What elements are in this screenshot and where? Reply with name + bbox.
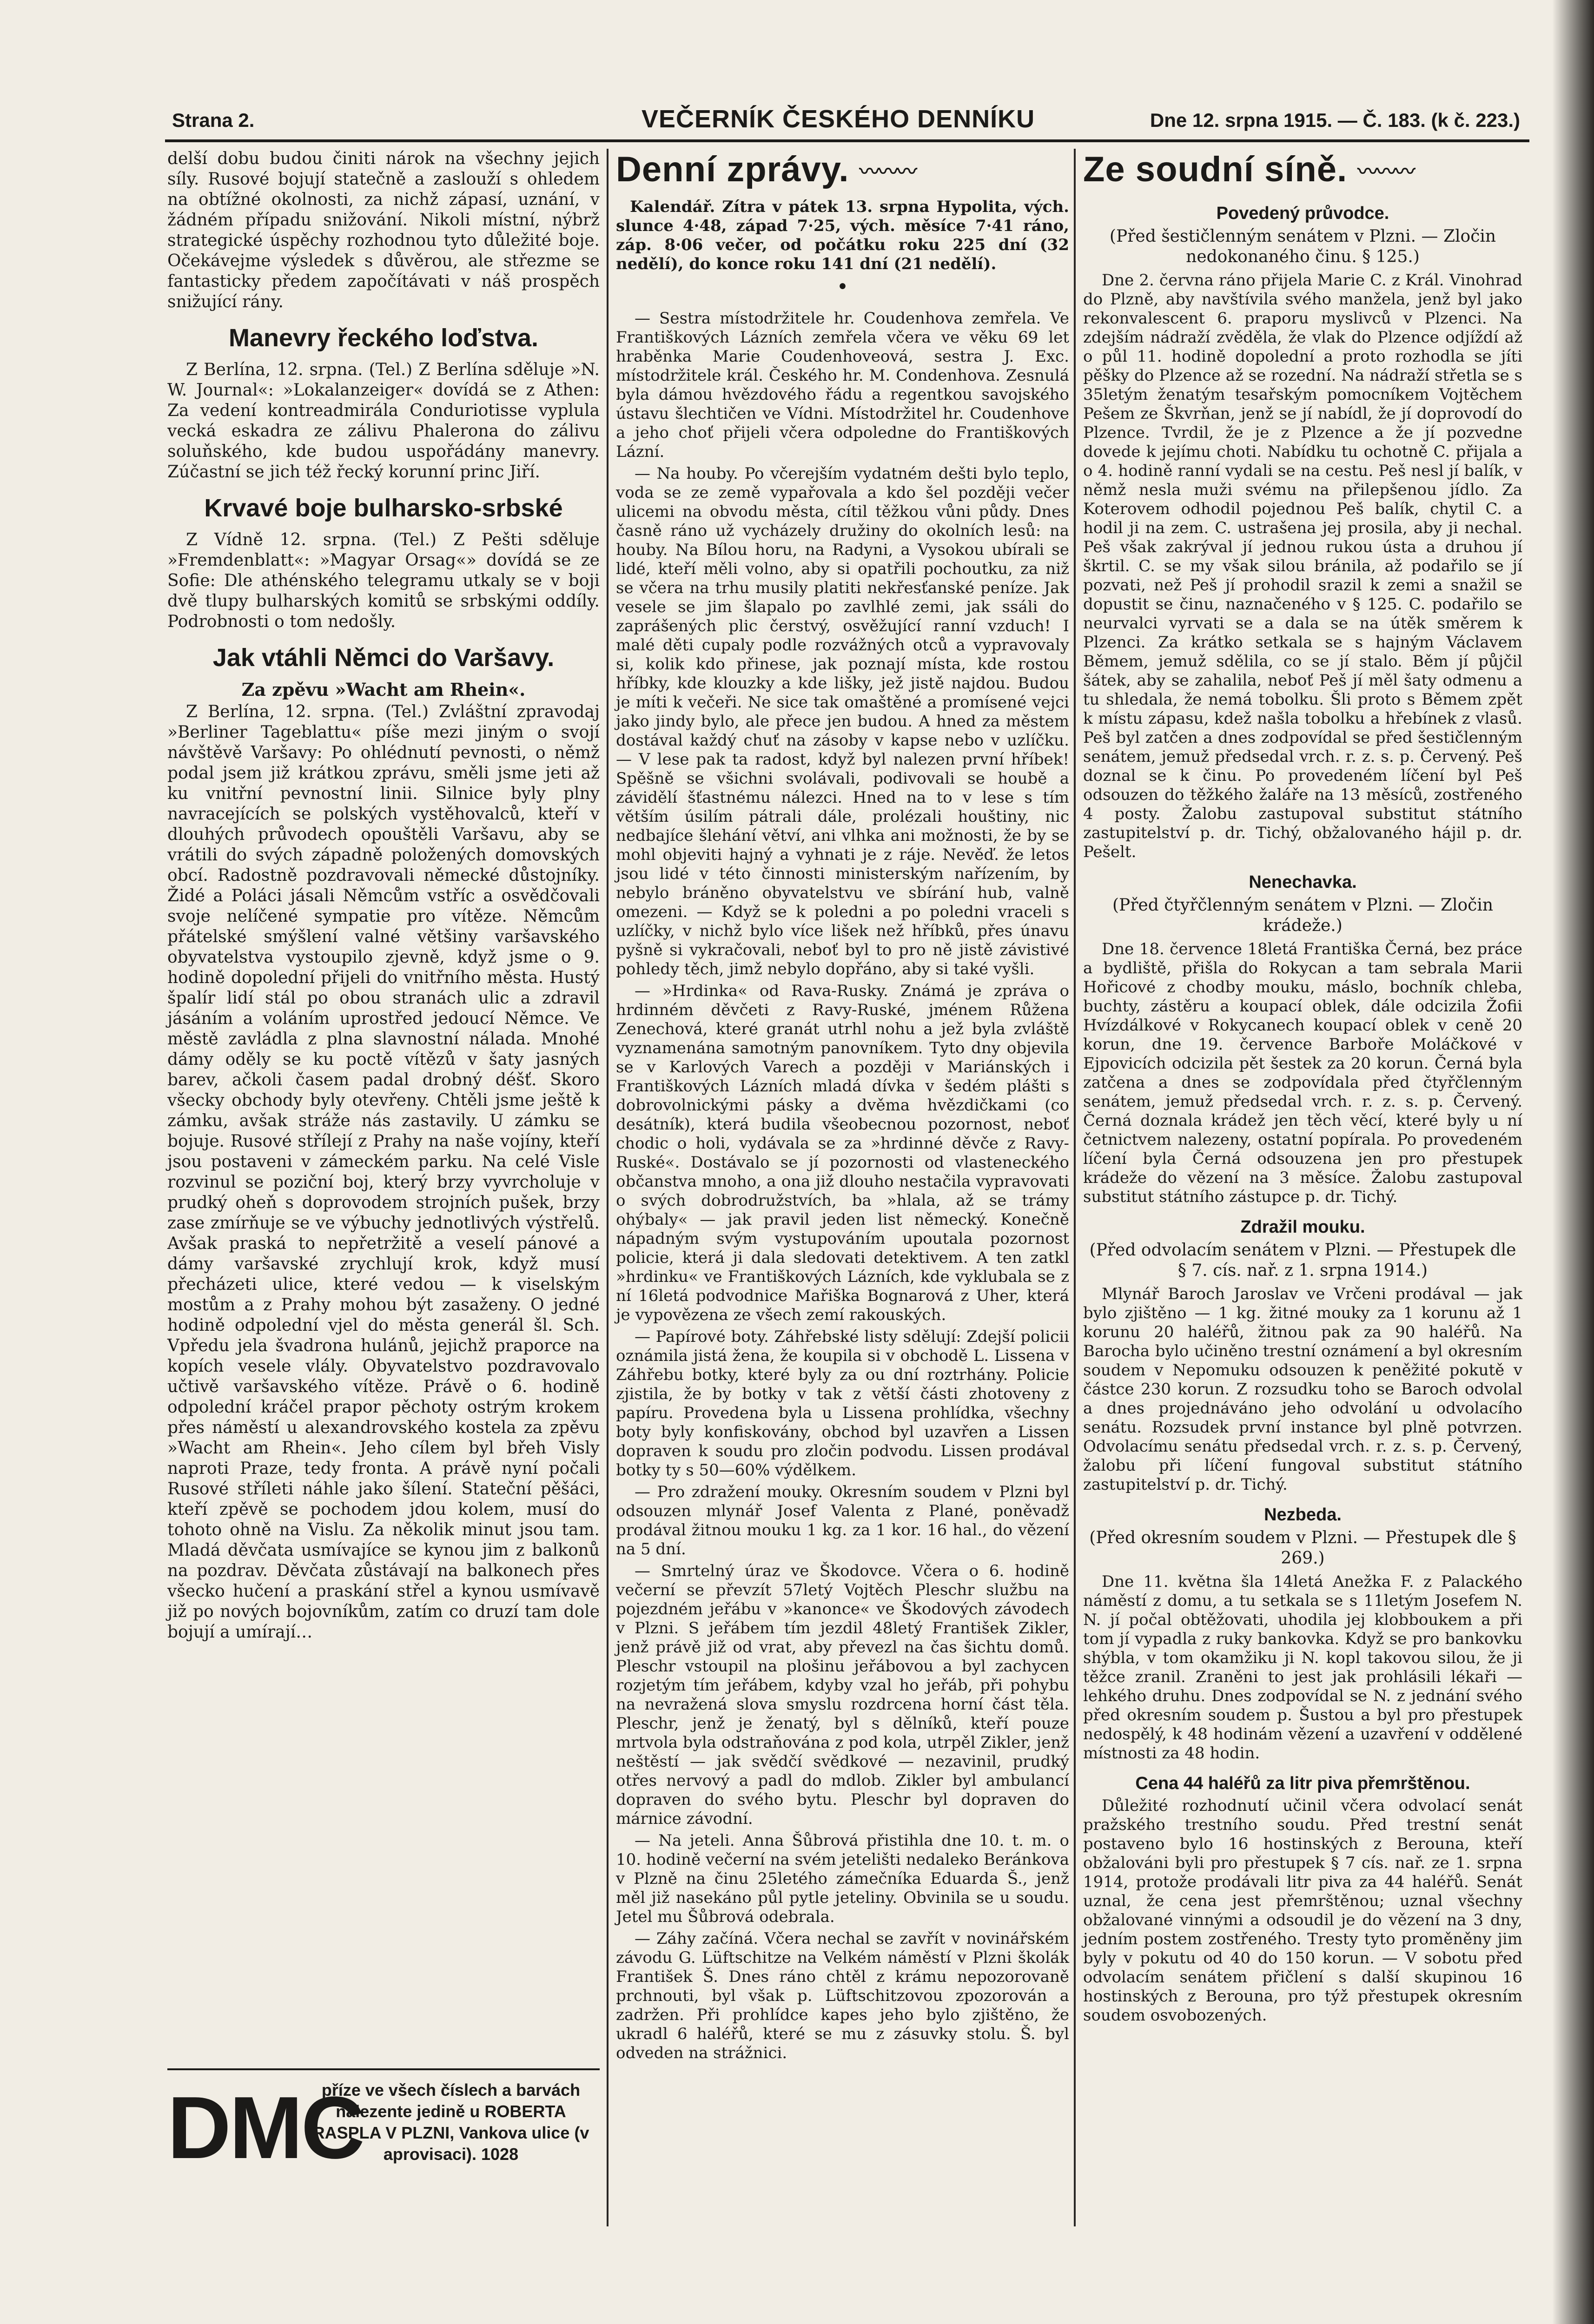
court-note: (Před šestičlenným senátem v Plzni. — Zločin nedokonaného činu. § 125.) bbox=[1109, 226, 1496, 266]
column-separator bbox=[607, 149, 608, 2226]
headline-cena-piva: Cena 44 haléřů za litr piva přemrštěnou. bbox=[1135, 1773, 1470, 1793]
headline-nezbeda: Nezbeda. bbox=[1264, 1505, 1342, 1525]
news-papirove-boty: — Papírové boty. Záhřebské listy sdělují: Zdejší policii oznámila jistá žena, že koupila si v obchodě L. Lissena v Záhřebu botky, které byly za ou dní roztrhány. Policie zjistila, že by botky v tak z větší části zhotoveny z papíru. Provedena byla u Lissena prohlídka, všechny boty byly konfiskovány, obchod byl uzavřen a Lissen dopraven k soudu pro zločin podvodu. Lissen prodával botky ty s 50—60% výdělkem. bbox=[616, 1327, 1069, 1479]
article-cena-piva: Důležité rozhodnutí učinil včera odvolací senát pražského trestního soudu. Před trestní senát postaveno bylo 16 hostinských z Berouna, kteří obžalováni byli pro přestupek § 7 cís. nař. ze 1. srpna 1914, protože prodávali litr piva za 44 haléřů. Senát uznal, že cena jest přemrštěnou; uznal všechny obžalované vinnými a odsoudil je do vězení na 3 dny, jedním postem zostřeného. Tresty tyto proměněny jim byly v pokutu od 40 do 150 korun. — V sobotu před odvolacím senátem přičlení s další skupinou 16 hostinských z Berouna, pro týž přestupek okresním soudem osvobozených. bbox=[1083, 1796, 1522, 2025]
advertisement-dmc bbox=[167, 2068, 600, 2210]
dmc-logo: DMC bbox=[167, 2079, 363, 2177]
court-note: (Před odvolacím senátem v Plzni. — Přestupek dle § 7. cís. nař. z 1. srpna 1914.) bbox=[1089, 1240, 1516, 1280]
column-3 bbox=[1083, 149, 1522, 2028]
ad-text bbox=[302, 2080, 600, 2165]
court-note: (Před okresním soudem v Plzni. — Přestupek dle § 269.) bbox=[1089, 1528, 1516, 1568]
column-2 bbox=[616, 149, 1069, 2066]
newspaper-title: VEČERNÍK ČESKÉHO DENNÍKU bbox=[642, 105, 1035, 133]
news-zahy-zacina: — Záhy začíná. Včera nechal se zavřít v novinářském závodu G. Lüftschitze na Velkém náměstí v Plzni školák František Š. Dnes ráno chtěl z krámu nepozorovaně prchnouti, byl však p. Lüftschitzovou zpozorován a zadržen. Při prohlídce kapes jeho bylo zjištěno, že ukradl 6 haléřů, které se mu z zásuvky stolu. Š. byl odveden na strážnici. bbox=[616, 1929, 1069, 2062]
section-title: Ze soudní síně. bbox=[1083, 150, 1348, 189]
subheadline-varsava: Za zpěvu »Wacht am Rhein«. bbox=[241, 679, 526, 700]
headline-krvave-boje: Krvavé boje bulharsko-srbské bbox=[204, 494, 563, 522]
news-na-jeteli: — Na jeteli. Anna Šůbrová přistihla dne 10. t. m. o 10. hodině večerní na svém jetelišti nedaleko Beránkova v Plzně na činu 25letého zámečníka Eduarda Š., jenž měl již nasekáno půl pytle jeteliny. Obvinila se u soudu. Jetel mu Šůbrová odebrala. bbox=[616, 1831, 1069, 1926]
headline-povedeny: Povedený průvodce. bbox=[1216, 203, 1389, 223]
ad-number: 1028 bbox=[481, 2145, 519, 2164]
article-nenechavka: Dne 18. července 18letá Františka Černá, bez práce a bydliště, přišla do Rokycan a tam sebrala Marii Hořicové z chodby mouku, máslo, bochník chleba, buchty, zástěru a koupací oblek, dále odcizila Žofii Hvízdálkové v Rokycanech koupací oblek v ceně 20 korun, dne 19. července Barboře Moláčkové v Ejpovicích odcizila pět šestek za 20 korun. Černá byla zatčena a dnes se zodpovídala před čtyřčlenným senátem, jemuž předsedal vrch. r. z. s. p. Červený. Černá doznala krádež jen těch věcí, které byly u ní četnictvem nalezeny, ostatní popírala. Po provedeném líčení byla Černá odsouzena jen pro přestupek krádeže do vězení na 3 měsíce. Žalobu zastupoval substitut státního zástupce p. dr. Tichý. bbox=[1083, 939, 1522, 1206]
article-continuation: delší dobu budou činiti nárok na všechny jejich síly. Rusové bojují statečně a zaslouží s ohledem na obtížné okolnosti, za nichž zápasí, uznání, v žádném případu snižování. Nikoli místní, nýbrž strategické úspěchy rozhodnou tyto důležité boje. Očekávejme výsledek s důvěrou, ale střezme se fantasticky předem započítávati v náš prospěch snižující rány. bbox=[167, 149, 600, 311]
section-title: Denní zprávy. bbox=[616, 150, 849, 189]
section-soudni-sin bbox=[1083, 149, 1522, 193]
page-header bbox=[172, 105, 1520, 142]
headline-nenechavka: Nenechavka. bbox=[1249, 872, 1357, 892]
article-nezbeda: Dne 11. května šla 14letá Anežka F. z Palackého náměstí z domu, a tu setkala se s 11letým Josefem N. N. jí počal obtěžovati, uhodila jej klobboukem a při tom jí vypadla z ruky bankovka. Když se pro bankovku shýbla, v tom okamžiku ji N. kopl takovou silou, že ji těžce zranil. Zraněni to jest jak prohlásili lékaři — lehkého druhu. Dnes zodpovídal se N. z jednání svého před okresním soudem p. Šustou a byl pro přestupek nedospělý, k 48 hodinám vězení a uzavření v oddělené místnosti za 48 hodin. bbox=[1083, 1572, 1522, 1763]
ad-body: příze ve všech číslech a barvách nalezente jedině u ROBERTA RASPLA V PLZNI, Vankova ulice (v aprovisaci). bbox=[312, 2080, 589, 2164]
news-houby: — Na houby. Po včerejším vydatném dešti bylo teplo, voda se ze země vypařovala a kdo šel později večer ulicemi na obvodu města, cítil těžkou vůni půdy. Dnes časně ráno už vycházely družiny do okolních lesů: na houby. Na Bílou horu, na Radyni, a Vysokou ubírali se lidé, kteří měli volno, aby si opatřili pochoutku, za niž se včera na trhu musily platiti nekřesťanské peníze. Jak vesele se jim šlapalo po zavlhlé zemi, jak ssáli do zaprášených plic čerstvý, osvěžující ranní vzduch! I malé děti cupaly podle rozvážných otců a vypravovaly si, kolik kdo přinese, jak poznají místa, kde rostou hříbky, kde klouzky a kde lišky, jež jistě najdou. Budou je míti k večeři. Ne sice tak omaštěné a promísené vejci jako jindy bylo, ale přece jen budou. A hned za městem dostával každý chuť na zásoby v kapse nebo v uzlíčku. — V lese pak ta radost, když byl nalezen první hříbek! Spěšně se všichni svolávali, podivovali se houbě a závidělí šťastnému nálezci. Hned na to v lese s tím větším úsilím pátrali dále, prolézali houštiny, nic nedbajíce šlehání větví, ani vlhka ani možnosti, že by se mohl objeviti hajný a vyhnati je z ráje. Nevěď. že letos jsou lidé v této činnosti ministerským nařízením, by nebylo bráněno obyvatelstvu ve sbírání hub, valně omezeni. — Když se k poledni a po poledni vraceli s uzlíčky, v nichž bylo více lišek než hříbků, přes únavu pyšně si vykračovali, neboť byl to pro ně jistě závistivé pohledy těch, jimž nebylo dopřáno, aby si také vyšli. bbox=[616, 464, 1069, 978]
header-rule bbox=[165, 139, 1529, 142]
headline-varsava: Jak vtáhli Němci do Varšavy. bbox=[212, 644, 555, 672]
column-separator bbox=[1074, 149, 1076, 2226]
issue-date: Dne 12. srpna 1915. — Č. 183. (k č. 223.) bbox=[1150, 109, 1520, 131]
bullet-separator-icon: • bbox=[837, 277, 848, 297]
article-manevry: Z Berlína, 12. srpna. (Tel.) Z Berlína sděluje »N. W. Journal«: »Lokalanzeiger« dovídá se z Athen: Za vedení kontreadmirála Conduriotisse vyplula vecká eskadra ze zálivu Phalerona do zálivu soluňského, kde budou uspořádány manevry. Zúčastní se jich též řecký korunní princ Jiří. bbox=[167, 360, 600, 482]
headline-manevry: Manevry řeckého loďstva. bbox=[228, 324, 539, 352]
article-povedeny: Dne 2. června ráno přijela Marie C. z Král. Vinohrad do Plzně, aby navštívila svého manžela, jenž byl jako rekonvalescent 6. praporu myslivců v Plzenci. Na zdejším nádraží zvěděla, že vlak do Plzence odjíždí až o půl 11. hodině dopolední a proto rozhodla se jíti pěšky do Plzence až se rozední. Na nádraží střetla se s 35letým ženatým tesařským pomocníkem Vojtěchem Pešem ze Škvrňan, jenž se jí nabídl, že jí doprovodí do Plzence. Tvrdil, že je z Plzence a že jí pozvedne dovede k jejímu choti. Nabídku tu ochotně C. přijala a o 4. hodině ranní vydali se na cestu. Peš nesl jí balík, v němž nesla muži svému na přilepšenou jídlo. Za Koterovem odhodil pojednou Peš balík, chytil C. a hodil ji na zem. C. ustrašena jej prosila, aby ji nechal. Peš však zakrýval jí jednou rukou ústa a druhou jí škrtil. C. se my však silou bránila, až podařilo se jí pozvati, než Peš jí prohodil srazil k zemi a snažil se dopustit se činu, naznačeného v § 125. C. podařilo se neurvalci vyrvati se a dala se na útěk směrem k Plzenci. Za krátko setkala se s hajným Václavem Běmem, jemuž sdělila, co se jí stalo. Běm jí půjčil šátek, aby se zahalila, neboť Peš jí měl šaty odmenu a tu shledala, že nemá tobolku. Šli proto s Běmem zpět k místu zápasu, kdež našla tobolku a hřebínek z vlasů. Peš byl zatčen a dnes zodpovídal se před šestičlenným senátem, jemuž předsedal vrch. r. z. s. p. Červený. Peš doznal se k činu. Po provedeném líčení byl Peš odsouzen do těžkého žaláře na 13 měsíců, zostřeného 4 posty. Žalobu zastupoval substitut státního zastupitelství p. dr. Tichý, obžalovaného hájil p. dr. Pešelt. bbox=[1083, 271, 1522, 861]
wave-ornament-icon: 〰〰〰 bbox=[1357, 160, 1414, 183]
article-krvave-boje: Z Vídně 12. srpna. (Tel.) Z Pešti sděluje »Fremdenblatt«: »Magyar Orsag«» dovídá se ze Sofie: Dle athénského telegramu utkaly se v boji dvě tlupy bulharských komitů se srbskými oddíly. Podrobnosti o tom nedošly. bbox=[167, 530, 600, 631]
wave-ornament-icon: 〰〰〰 bbox=[859, 160, 915, 183]
headline-zdrazil: Zdražil mouku. bbox=[1240, 1217, 1365, 1237]
article-varsava: Z Berlína, 12. srpna. (Tel.) Zvláštní zpravodaj »Berliner Tageblattu« píše mezi jiným o svojí návštěvě Varšavy: Po ohlédnutí pevnosti, o němž podal jsem již krátkou zprávu, směli jsme jeti až ku vnitřní pevnostní linii. Silnice byly plny navracejících se polských vystěhovalců, kteří v dlouhých průvodech opouštěli Varšavu, aby se vrátili do svých západně položených domovských obcí. Radostně pozdravovali německé důstojníky. Židé a Poláci jásali Němcům vstříc a osvědčovali svoje nelíčené sympatie pro vítěze. Němcům přátelské smýšlení valné většiny varšavského obyvatelstva vystoupilo zjevně, když jsme o 9. hodině dopolední přijeli do vnitřního města. Hustý špalír lidí stál po obou stranách ulic a zdravil jásáním a voláním uprostřed jedoucí Němce. Ve městě zavládla z plna slavnostní nálada. Mnohé dámy oděly se ku poctě vítězů v šaty jasných barev, ačkoli časem padal drobný déšť. Skoro všecky obchody byly otevřeny. Chtěli jsme ještě k zámku, avšak stráže nás zastavily. U zámku se bojuje. Rusové střílejí z Prahy na naše vojíny, kteří jsou postaveni v zámeckém parku. Na celé Visle rozvinul se poziční boj, který brzy vyvrcholuje v prudký oheň s doprovodem strojních pušek, brzy zase zmírňuje se ve výbuchy jednotlivých výstřelů. Avšak praská to nepřetržitě a veselí pánové a dámy varšavské zrychlují krok, když musí přecházeti ulice, které vedou — k viselským mostům a z Prahy mohou být zasaženy. O jedné hodině odpolední vjel do města generál šl. Sch. Vpředu jela švadrona hulánů, jejichž praporce na kopích vesele vlály. Obyvatelstvo pozdravovalo učtivě varšavského vítěze. Právě o 6. hodině odpolední kráčel prapor pěchoty ostrým krokem přes náměstí u alexandrovského kostela za zpěvu »Wacht am Rhein«. Jeho cílem byl břeh Visly naproti Praze, tedy fronta. A právě nyní počali Rusové stříleti náhle jako šílení. Stateční pěšáci, kteří zpěvě se pochodem jdou kolem, musí do tohoto ohně na Vislu. Za několik minut jsou tam. Mladá děvčata usmívajíce se kynou jim z balkonů na pozdrav. Děvčata zůstávají na balkonech přes všecko hučení a praskání střel a kynou usmívavě již po nových bojovníkům, zatím co druzí tam dole bojují a umírají… bbox=[167, 702, 600, 1642]
article-zdrazil: Mlynář Baroch Jaroslav ve Vrčeni prodával — jak bylo zjištěno — 1 kg. žitné mouky za 1 korunu až 1 korunu 20 haléřů, žitnou pak za 90 haléřů. Na Barocha bylo učiněno trestní oznámení a byl okresním soudem v Nepomuku odsouzen k peněžité pokutě v částce 230 korun. Z rozsudku toho se Baroch odvolal a dnes projednáváno jeho odvolání u odvolacího senátu. Rozsudek první instance byl plně potvrzen. Odvolacímu senátu předsedal vrch. r. z. s. p. Červený, žalobu při líčení fungoval substitut státního zastupitelství p. dr. Tichý. bbox=[1083, 1284, 1522, 1494]
section-denni-zpravy bbox=[616, 149, 1069, 193]
news-sestra: — Sestra místodržitele hr. Coudenhova zemřela. Ve Františkových Lázních zemřela včera ve věku 69 let hraběnka Marie Coudenhoveová, sestra J. Exc. místodržitele král. Českého hr. M. Condenhova. Zesnulá byla dámou hvězdového řádu a regentkou savojského ústavu šlechtičen ve Vídni. Místodržitel hr. Coudenhove a jeho choť přijeli včera odpoledne do Františkových Lázní. bbox=[616, 309, 1069, 461]
news-hrdinka: — »Hrdinka« od Rava-Rusky. Známá je zpráva o hrdinném děvčeti z Ravy-Ruské, jménem Růžena Zenechová, které granát utrhl nohu a jež byla zvláště vyznamenána samotným panovníkem. Tyto dny objevila se v Karlových Varech a později v Mariánských i Františkových Lázních mladá dívka v šedém plášti s dobrovolnickými pásky a dvěma hvězdičkami (co desátník), která budila všeobecnou pozornost, neboť chodic o holi, vydávala se za »hrdinné děvče z Ravy-Ruské«. Dostávalo se jí pozornosti od vlasteneckého občanstva mnoho, a ona již dlouho nestačila vypravovati o svých dobrodružstvích, ba »hlala, až se trámy ohýbaly« — jak pravil jeden list německý. Konečně nápadným svým vystupováním upoutala pozornost policie, která ji dala sledovati detektivem. A ten zatkl »hrdinku« ve Františkových Lázních, kde vyklubala se z ní 16letá podvodnice Mařiška Bognarová z Uher, která je vypovězena ze všech zemí rakouských. bbox=[616, 981, 1069, 1324]
page-number: Strana 2. bbox=[172, 109, 255, 131]
page-edge-shadow bbox=[1552, 0, 1594, 2324]
news-smrtelny-uraz: — Smrtelný úraz ve Škodovce. Včera o 6. hodině večerní se převzít 57letý Vojtěch Pleschr službu na pojezdném jeřábu v »kanonce« ve Škodových závodech v Plzni. S jeřábem tím jezdil 48letý František Zikler, jenž právě již od vrat, aby převezl na čas šichtu domů. Pleschr vstoupil na plošinu jeřábovou a byl zachycen rozjetým tím jeřábem, kdyby vzal ho jeřáb, při pohybu na nevražená slova smyslu rozdrcena horní část těla. Pleschr, jenž je ženatý, byl s dělníků, kteří pouze mrtvola byla odstraňována z pod kola, utrpěl Zikler, jenž neštěstí — jak svědčí svědkové — nezavinil, prudký otřes nervový a padl do mdlob. Zikler byl ambulancí dopraven do svého bytu. Pleschr byl dopraven do márnice závodní. bbox=[616, 1561, 1069, 1828]
column-1 bbox=[167, 149, 600, 1645]
news-zdrazeni-mouky: — Pro zdražení mouky. Okresním soudem v Plzni byl odsouzen mlynář Josef Valenta z Plané, poněvadž prodával žitnou mouku 1 kg. za 1 kor. 16 hal., do vězení na 5 dní. bbox=[616, 1482, 1069, 1558]
calendar-note: Kalendář. Zítra v pátek 13. srpna Hypolita, vých. slunce 4·48, západ 7·25, vých. měsíce 7·41 ráno, záp. 8·06 večer, od počátku roku 225 dní (32 nedělí), do konce roku 141 dní (21 nedělí). bbox=[616, 197, 1069, 273]
court-note: (Před čtyřčlenným senátem v Plzni. — Zločin krádeže.) bbox=[1112, 895, 1494, 935]
